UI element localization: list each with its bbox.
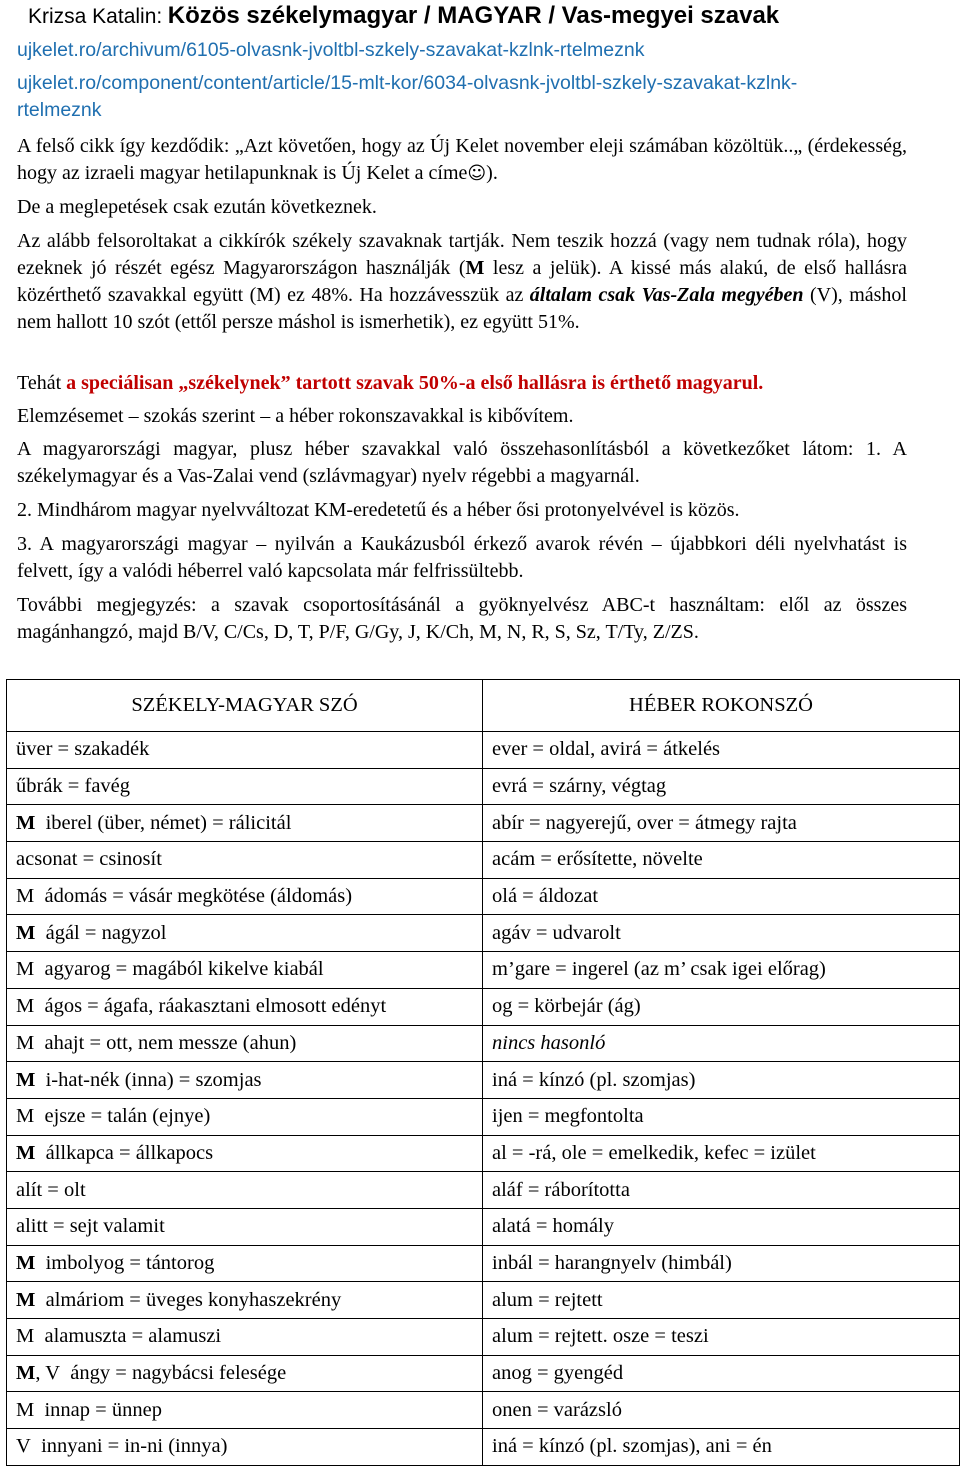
heber-word: aláf = ráborította bbox=[492, 1178, 630, 1201]
title-author: Krizsa Katalin: bbox=[28, 5, 163, 28]
szekely-word-cell bbox=[7, 1355, 483, 1392]
table-row bbox=[7, 1208, 960, 1245]
document-title bbox=[28, 2, 779, 30]
szekely-word: acsonat = csinosít bbox=[16, 848, 162, 871]
table-row bbox=[7, 768, 960, 805]
header-heber: HÉBER ROKONSZÓ bbox=[483, 680, 960, 732]
usage-mark: M bbox=[16, 958, 35, 981]
table-row bbox=[7, 1245, 960, 1282]
szekely-word: ahajt = ott, nem messze (ahun) bbox=[44, 1031, 297, 1054]
usage-mark: M bbox=[16, 921, 36, 944]
table-row bbox=[7, 842, 960, 879]
intro-p4-text: Tehát bbox=[17, 372, 67, 394]
heber-word-cell bbox=[483, 768, 960, 805]
heber-word: anog = gyengéd bbox=[492, 1362, 624, 1385]
source-link-1[interactable]: ujkelet.ro/archivum/6105-olvasnk-jvoltbl-szkely-szavakat-kzlnk-rtelmeznk bbox=[17, 39, 645, 61]
table-row bbox=[7, 1319, 960, 1356]
usage-mark: M bbox=[16, 1288, 36, 1311]
szekely-word: alitt = sejt valamit bbox=[16, 1215, 165, 1238]
szekely-word-cell bbox=[7, 1025, 483, 1062]
heber-word-cell bbox=[483, 1245, 960, 1282]
heber-word: olá = áldozat bbox=[492, 885, 599, 908]
heber-word: agáv = udvarolt bbox=[492, 921, 621, 944]
szekely-word-cell bbox=[7, 1429, 483, 1466]
table-row bbox=[7, 878, 960, 915]
szekely-word-cell bbox=[7, 768, 483, 805]
usage-mark: M bbox=[16, 1398, 35, 1421]
heber-word: alum = rejtett. osze = teszi bbox=[492, 1325, 709, 1348]
intro-paragraph-3 bbox=[17, 228, 907, 336]
intro-p3-mark: M bbox=[465, 257, 485, 279]
intro-paragraph-5: Elemzésemet – szokás szerint – a héber rokonszavakkal is kibővítem. bbox=[17, 405, 574, 427]
intro-p1-text: A felső cikk így kezdődik: „Azt követően, hogy az Új Kelet november eleji számában közöltük..„ (érdekesség, hogy az izraeli magyar hetilapunknak is Új Kelet a címe bbox=[17, 135, 907, 184]
heber-word-cell bbox=[483, 805, 960, 842]
heber-word: og = körbejár (ág) bbox=[492, 995, 641, 1018]
heber-word-cell bbox=[483, 1355, 960, 1392]
smiley-icon: ☺ bbox=[467, 163, 487, 184]
heber-word-cell bbox=[483, 915, 960, 952]
heber-word-cell bbox=[483, 1282, 960, 1319]
szekely-word: űbrák = favég bbox=[16, 775, 131, 798]
table-row bbox=[7, 1355, 960, 1392]
header-szekely: SZÉKELY-MAGYAR SZÓ bbox=[7, 680, 483, 732]
heber-word: alum = rejtett bbox=[492, 1288, 603, 1311]
table-header-row bbox=[7, 680, 960, 732]
intro-p3-text: Az alább felsoroltakat a cikkírók székely szavaknak tartják. Nem teszik hozzá (vagy nem tudnak róla), hogy ezeknek jó részét egész Magyarországon használják ( bbox=[17, 230, 907, 279]
heber-word: ever = oldal, avirá = átkelés bbox=[492, 738, 721, 761]
heber-word-cell bbox=[483, 1098, 960, 1135]
intro-paragraph-2: De a meglepetések csak ezután következnek. bbox=[17, 196, 377, 218]
szekely-word-cell bbox=[7, 1392, 483, 1429]
intro-p3-emphasis: általam csak Vas-Zala megyében bbox=[529, 284, 804, 306]
table-row bbox=[7, 1429, 960, 1466]
szekely-word: ángy = nagybácsi felesége bbox=[70, 1362, 287, 1385]
heber-word-cell bbox=[483, 1172, 960, 1209]
source-link-2[interactable]: ujkelet.ro/component/content/article/15-mlt-kor/6034-olvasnk-jvoltbl-szkely-szavakat-kzlnk- bbox=[17, 72, 798, 94]
intro-paragraph-9: További megjegyzés: a szavak csoportosításánál a gyöknyelvész ABC-t használtam: elől az összes magánhangzó, majd B/V, C/Cs, D, T, P/F, G/Gy, J, K/Ch, M, N, R, S, Sz, T/Ty, Z/ZS. bbox=[17, 594, 907, 643]
szekely-word-cell bbox=[7, 952, 483, 989]
szekely-word-cell bbox=[7, 732, 483, 769]
heber-word: iná = kínzó (pl. szomjas), ani = én bbox=[492, 1435, 772, 1458]
heber-word-cell bbox=[483, 732, 960, 769]
intro-paragraph-7: 2. Mindhárom magyar nyelvváltozat KM-eredetetű és a héber ősi protonyelvével is közös. bbox=[17, 499, 740, 521]
usage-mark: M bbox=[16, 1325, 35, 1348]
intro-paragraph-8: 3. A magyarországi magyar – nyilván a Kaukázusból érkező avarok révén – újabbkori déli nyelvhatást is felvett, így a valódi héberrel való kapcsolata már felfrissültebb. bbox=[17, 533, 907, 582]
heber-word: alatá = homály bbox=[492, 1215, 614, 1238]
table-row bbox=[7, 1135, 960, 1172]
szekely-word: alamuszta = alamuszi bbox=[44, 1325, 222, 1348]
table-row bbox=[7, 1098, 960, 1135]
table-row bbox=[7, 1392, 960, 1429]
szekely-word-cell bbox=[7, 988, 483, 1025]
table-row bbox=[7, 952, 960, 989]
szekely-word: agyarog = magából kikelve kiabál bbox=[44, 958, 324, 981]
szekely-word: ágál = nagyzol bbox=[45, 921, 167, 944]
heber-word-cell bbox=[483, 1025, 960, 1062]
usage-mark: M bbox=[16, 885, 35, 908]
heber-word-cell bbox=[483, 1319, 960, 1356]
szekely-word-cell bbox=[7, 1245, 483, 1282]
szekely-word: almáriom = üveges konyhaszekrény bbox=[45, 1288, 342, 1311]
intro-paragraph-4 bbox=[17, 370, 907, 397]
heber-word: acám = erősítette, növelte bbox=[492, 848, 703, 871]
heber-word-cell bbox=[483, 842, 960, 879]
heber-word-cell bbox=[483, 1208, 960, 1245]
szekely-word-cell bbox=[7, 1098, 483, 1135]
intro-paragraph-6: A magyarországi magyar, plusz héber szavakkal való összehasonlításból a következőket látom: 1. A székelymagyar és a Vas-Zalai vend (szlávmagyar) nyelv régebbi a magyarnál. bbox=[17, 438, 907, 487]
intro-p3-text-c: (V), máshol nem hallott 10 szót (ettől persze máshol is ismerhetik), ez együtt 51%. bbox=[17, 284, 907, 333]
heber-word: evrá = szárny, végtag bbox=[492, 775, 667, 798]
title-main: Közös székelymagyar / MAGYAR / Vas-megyei szavak bbox=[167, 2, 780, 29]
szekely-word: i-hat-nék (inna) = szomjas bbox=[45, 1068, 262, 1091]
heber-word: al = -rá, ole = emelkedik, kefec = izület bbox=[492, 1141, 816, 1164]
table-row bbox=[7, 805, 960, 842]
table-row bbox=[7, 1025, 960, 1062]
szekely-word-cell bbox=[7, 915, 483, 952]
intro-p3-text-b: lesz a jelük). A kissé más alakú, de első hallásra közérthető szavakkal együtt (M) ez 48%. Ha hozzávesszük az bbox=[17, 257, 907, 306]
table-row bbox=[7, 1282, 960, 1319]
szekely-word-cell bbox=[7, 1135, 483, 1172]
szekely-word-cell bbox=[7, 1208, 483, 1245]
intro-p1-end: ). bbox=[486, 162, 498, 184]
heber-word: inbál = harangnyelv (himbál) bbox=[492, 1251, 732, 1274]
word-comparison-table bbox=[6, 679, 960, 1466]
szekely-word-cell bbox=[7, 878, 483, 915]
table-row bbox=[7, 915, 960, 952]
szekely-word: innyani = in-ni (innya) bbox=[41, 1435, 228, 1458]
szekely-word: állkapca = állkapocs bbox=[45, 1141, 214, 1164]
heber-word-cell bbox=[483, 1135, 960, 1172]
heber-word-cell bbox=[483, 988, 960, 1025]
usage-mark: M bbox=[16, 811, 36, 834]
szekely-word: innap = ünnep bbox=[44, 1398, 162, 1421]
szekely-word: iberel (über, német) = rálicitál bbox=[45, 811, 292, 834]
intro-paragraph-1 bbox=[17, 133, 907, 187]
usage-mark: M bbox=[16, 1068, 36, 1091]
szekely-word: ádomás = vásár megkötése (áldomás) bbox=[44, 885, 353, 908]
heber-word-cell bbox=[483, 1429, 960, 1466]
heber-word: iná = kínzó (pl. szomjas) bbox=[492, 1068, 696, 1091]
usage-mark: M bbox=[16, 1105, 35, 1128]
heber-word: m’gare = ingerel (az m’ csak igei előrag) bbox=[492, 958, 826, 981]
intro-p4-highlight: a speciálisan „székelynek” tartott szavak 50%-a első hallásra is érthető magyarul. bbox=[66, 372, 764, 394]
szekely-word: üver = szakadék bbox=[16, 738, 150, 761]
szekely-word: alít = olt bbox=[16, 1178, 86, 1201]
heber-word: abír = nagyerejű, over = átmegy rajta bbox=[492, 811, 797, 834]
usage-mark: M bbox=[16, 1141, 36, 1164]
szekely-word-cell bbox=[7, 1282, 483, 1319]
szekely-word-cell bbox=[7, 842, 483, 879]
heber-word-cell bbox=[483, 952, 960, 989]
source-link-2-continued[interactable]: rtelmeznk bbox=[17, 99, 102, 121]
szekely-word-cell bbox=[7, 805, 483, 842]
heber-word: nincs hasonló bbox=[492, 1031, 606, 1054]
heber-word-cell bbox=[483, 1062, 960, 1099]
szekely-word: ejsze = talán (ejnye) bbox=[44, 1105, 211, 1128]
szekely-word-cell bbox=[7, 1062, 483, 1099]
heber-word-cell bbox=[483, 878, 960, 915]
usage-mark: M bbox=[16, 1031, 35, 1054]
usage-mark: M bbox=[16, 1251, 36, 1274]
usage-mark: M, V bbox=[16, 1362, 61, 1385]
heber-word: onen = varázsló bbox=[492, 1398, 622, 1421]
heber-word-cell bbox=[483, 1392, 960, 1429]
table-row bbox=[7, 1062, 960, 1099]
usage-mark: M bbox=[16, 995, 35, 1018]
szekely-word-cell bbox=[7, 1172, 483, 1209]
table-body bbox=[7, 732, 960, 1466]
heber-word: ijen = megfontolta bbox=[492, 1105, 644, 1128]
szekely-word: imbolyog = tántorog bbox=[45, 1251, 215, 1274]
table-row bbox=[7, 1172, 960, 1209]
szekely-word-cell bbox=[7, 1319, 483, 1356]
table-row bbox=[7, 988, 960, 1025]
szekely-word: ágos = ágafa, ráakasztani elmosott edényt bbox=[44, 995, 387, 1018]
usage-mark: V bbox=[16, 1435, 31, 1458]
table-row bbox=[7, 732, 960, 769]
